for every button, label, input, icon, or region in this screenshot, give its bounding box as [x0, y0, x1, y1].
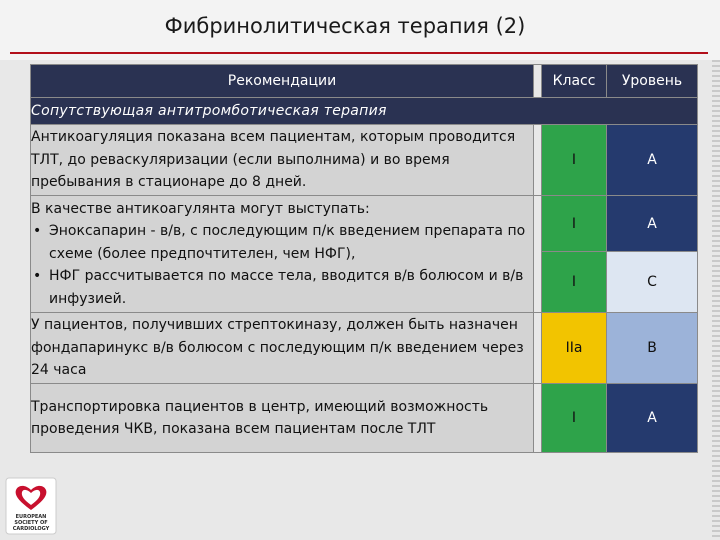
class-cell: I	[542, 196, 607, 252]
level-cell: C	[607, 252, 698, 313]
header-level: Уровень	[607, 65, 698, 98]
table-row	[31, 196, 698, 252]
slide-title: Фибринолитическая терапия (2)	[164, 14, 526, 38]
bullet-item: • Эноксапарин - в/в, с последующим п/к введением препарата по схеме (более предпочтителен, чем НФГ),	[49, 220, 533, 265]
header-recommendations: Рекомендации	[31, 65, 534, 98]
table-row	[31, 384, 698, 453]
title-underline	[10, 52, 708, 54]
recommendations-table	[30, 64, 698, 453]
row-text: Антикоагуляция показана всем пациентам, которым проводится ТЛТ, до реваскуляризации (если выполнима) и во время пребывания в стационаре до 8 дней.	[31, 125, 534, 196]
row-text: У пациентов, получивших стрептокиназу, должен быть назначен фондапаринукс в/в болюсом с последующим п/к введением через 24 часа	[31, 313, 534, 384]
row-intro: В качестве антикоагулянта могут выступать:	[31, 200, 370, 217]
class-cell: I	[542, 384, 607, 453]
level-cell: A	[607, 384, 698, 453]
level-cell: A	[607, 196, 698, 252]
row-text: Транспортировка пациентов в центр, имеющий возможность проведения ЧКВ, показана всем пациентам после ТЛТ	[31, 384, 534, 453]
row-text	[31, 196, 534, 313]
table-header-row	[31, 65, 698, 98]
decorative-dot-border	[712, 60, 720, 540]
logo-text: EUROPEAN SOCIETY OF CARDIOLOGY	[12, 514, 50, 532]
class-cell: I	[542, 125, 607, 196]
bullet-item: • НФГ рассчитывается по массе тела, вводится в/в болюсом и в/в инфузией.	[49, 265, 533, 310]
level-cell: B	[607, 313, 698, 384]
bullet-list	[31, 220, 533, 310]
header-class: Класс	[542, 65, 607, 98]
table-row	[31, 313, 698, 384]
section-row	[31, 98, 698, 125]
section-title: Сопутствующая антитромботическая терапия	[31, 98, 698, 125]
level-cell: A	[607, 125, 698, 196]
class-cell: I	[542, 252, 607, 313]
table-row	[31, 125, 698, 196]
class-cell: IIa	[542, 313, 607, 384]
